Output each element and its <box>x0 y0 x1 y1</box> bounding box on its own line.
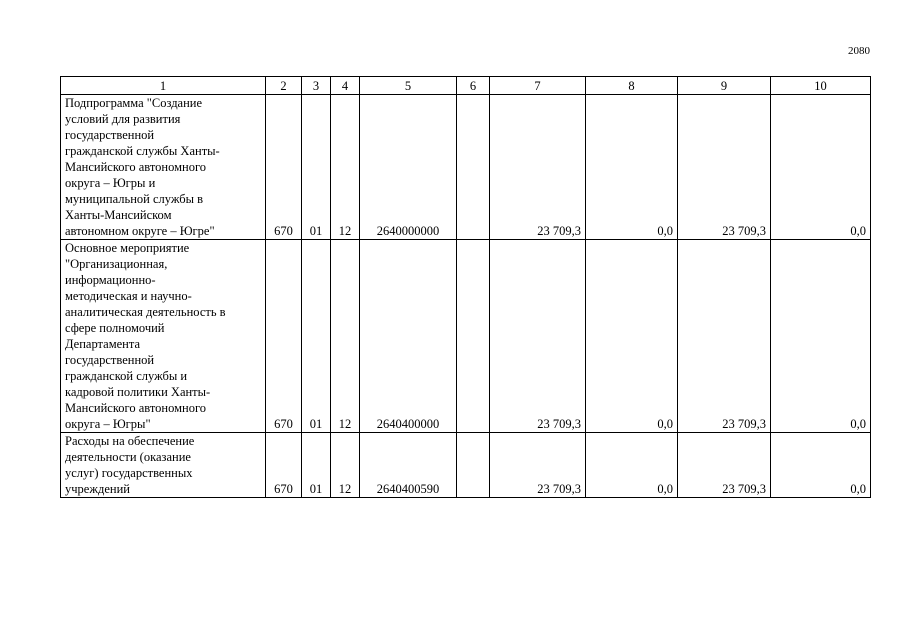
cell-col7: 23 709,3 <box>490 433 586 498</box>
cell-col2: 670 <box>266 433 302 498</box>
column-header: 2 <box>266 77 302 95</box>
budget-table <box>60 76 871 498</box>
cell-col5: 2640000000 <box>360 95 457 240</box>
table-row <box>61 240 871 433</box>
cell-col6 <box>457 95 490 240</box>
cell-col6 <box>457 240 490 433</box>
table-row <box>61 95 871 240</box>
cell-col10: 0,0 <box>771 240 871 433</box>
cell-col9: 23 709,3 <box>678 240 771 433</box>
cell-col10: 0,0 <box>771 433 871 498</box>
row-name: Основное мероприятие "Организационная, информационно- методическая и научно- аналитическая деятельность в сфере полномочий Департамента государственной гражданской службы и кадровой политики Ханты- Мансийского автономного округа – Югры" <box>61 240 266 433</box>
cell-col6 <box>457 433 490 498</box>
cell-col2: 670 <box>266 240 302 433</box>
cell-col8: 0,0 <box>586 95 678 240</box>
cell-col2: 670 <box>266 95 302 240</box>
page-number: 2080 <box>848 45 870 57</box>
column-header: 4 <box>331 77 360 95</box>
table-header-row <box>61 77 871 95</box>
cell-col9: 23 709,3 <box>678 95 771 240</box>
cell-col5: 2640400590 <box>360 433 457 498</box>
cell-col3: 01 <box>302 240 331 433</box>
cell-col4: 12 <box>331 433 360 498</box>
cell-col8: 0,0 <box>586 240 678 433</box>
cell-col4: 12 <box>331 240 360 433</box>
cell-col7: 23 709,3 <box>490 95 586 240</box>
column-header: 6 <box>457 77 490 95</box>
cell-col7: 23 709,3 <box>490 240 586 433</box>
column-header: 8 <box>586 77 678 95</box>
column-header: 9 <box>678 77 771 95</box>
column-header: 5 <box>360 77 457 95</box>
cell-col5: 2640400000 <box>360 240 457 433</box>
cell-col10: 0,0 <box>771 95 871 240</box>
row-name: Расходы на обеспечение деятельности (оказание услуг) государственных учреждений <box>61 433 266 498</box>
column-header: 1 <box>61 77 266 95</box>
column-header: 10 <box>771 77 871 95</box>
cell-col3: 01 <box>302 95 331 240</box>
cell-col3: 01 <box>302 433 331 498</box>
column-header: 7 <box>490 77 586 95</box>
row-name: Подпрограмма "Создание условий для развития государственной гражданской службы Ханты- Мансийского автономного округа – Югры и муниципальной службы в Ханты-Мансийском автономном округе – Югре" <box>61 95 266 240</box>
cell-col9: 23 709,3 <box>678 433 771 498</box>
table-row <box>61 433 871 498</box>
cell-col4: 12 <box>331 95 360 240</box>
cell-col8: 0,0 <box>586 433 678 498</box>
column-header: 3 <box>302 77 331 95</box>
